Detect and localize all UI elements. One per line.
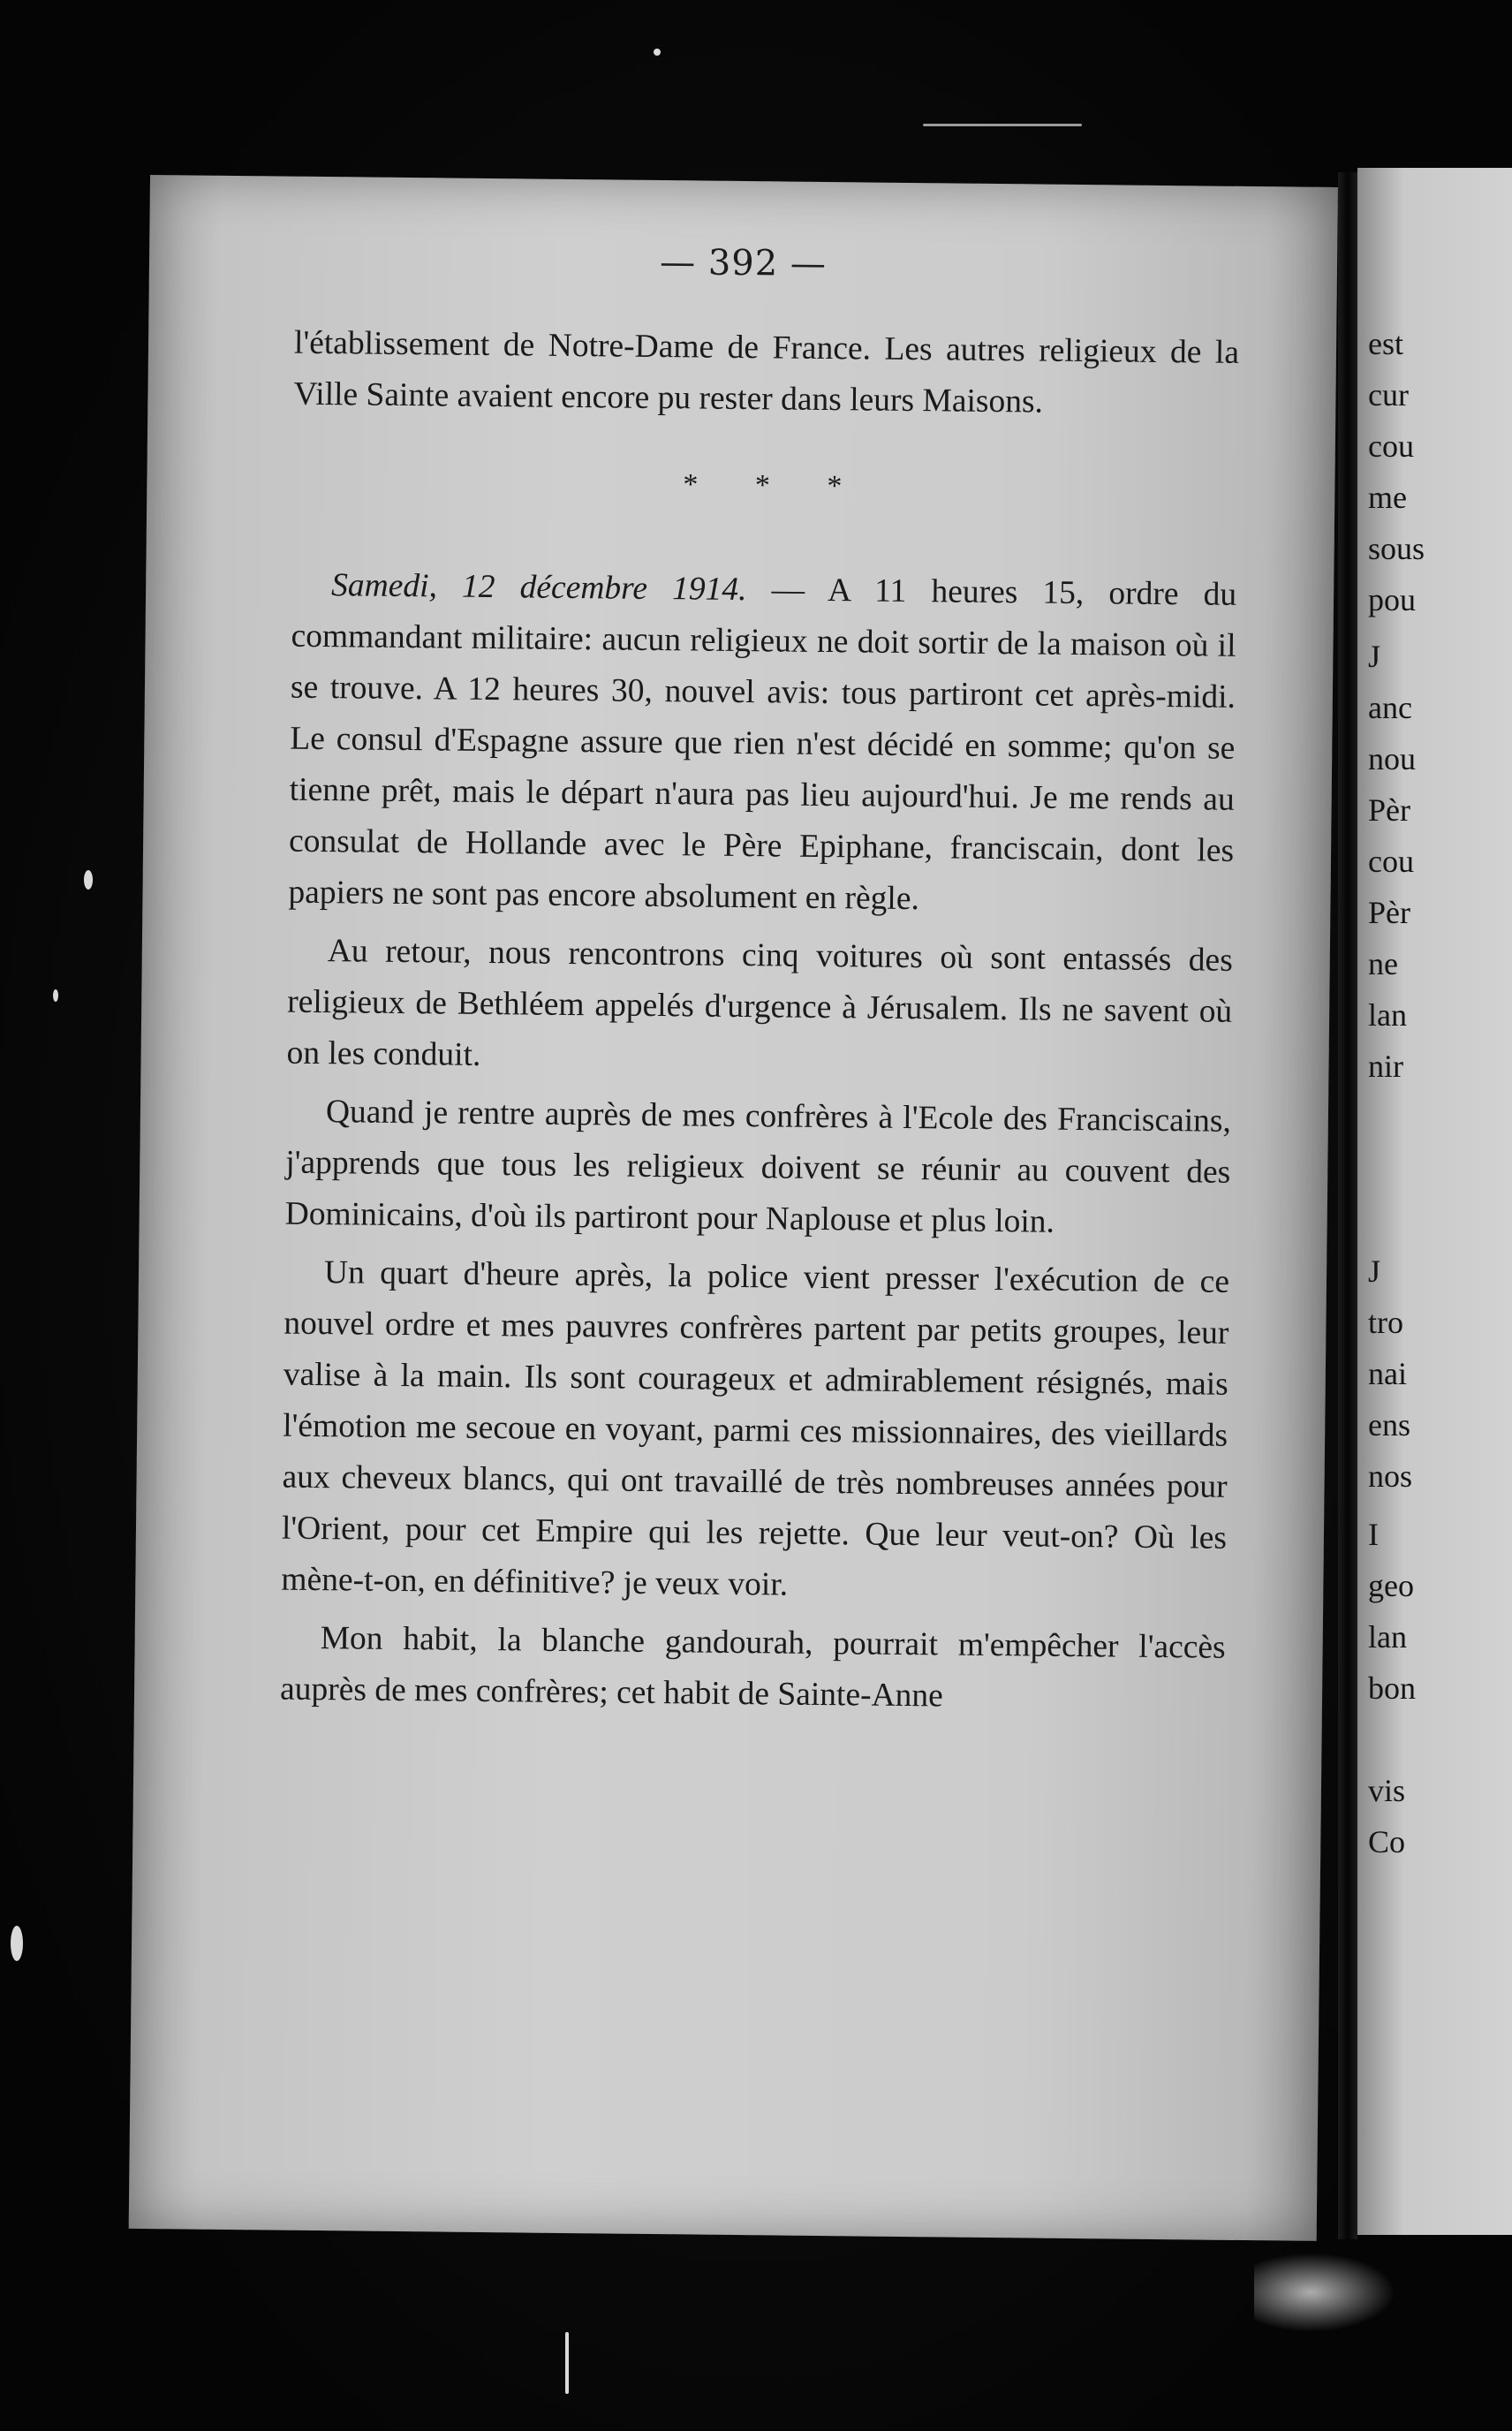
scan-dust-speck bbox=[11, 1926, 23, 1961]
right-line: Pèr bbox=[1368, 792, 1410, 828]
right-line: sous bbox=[1368, 531, 1425, 566]
right-line: cou bbox=[1368, 844, 1414, 879]
scan-dust-speck bbox=[654, 49, 661, 56]
right-line: me bbox=[1368, 480, 1407, 515]
right-line: J bbox=[1368, 639, 1381, 674]
right-line: nir bbox=[1368, 1049, 1403, 1084]
scan-dust-speck bbox=[923, 124, 1082, 126]
scan-dust-speck bbox=[53, 989, 58, 1002]
right-line: pou bbox=[1368, 582, 1416, 617]
right-line bbox=[1368, 1194, 1425, 1246]
right-line: tro bbox=[1368, 1305, 1403, 1340]
right-line: ne bbox=[1368, 946, 1398, 981]
section-separator: * * * bbox=[683, 468, 867, 504]
right-page-edge bbox=[1357, 168, 1512, 2235]
right-line bbox=[1368, 1092, 1425, 1143]
book-gutter bbox=[1338, 172, 1357, 2239]
right-line: nai bbox=[1368, 1356, 1407, 1391]
paragraph-1-text: — A 11 heures 15, ordre du commandant militaire: aucun religieux ne doit sortir de la maison où il se trouve. A 12 heures 30, nouvel avis: tous partiront cet après-midi. Le consul d'Espagne assure que rien n'est décidé en somme; qu'on se tienne prêt, mais le départ n'aura pas lieu aujourd'hui. Je me rends au consulat de Hollande avec le Père Epiphane, franciscain, dont les papiers ne sont pas encore absolument en règle. bbox=[288, 572, 1237, 918]
right-line bbox=[1368, 1714, 1425, 1765]
paragraph-1 bbox=[288, 560, 1236, 928]
paragraph-4: Un quart d'heure après, la police vient presser l'exécution de ce nouvel ordre et mes pauvres confrères partent par petits groupes, leur valise à la main. Ils sont courageux et admirablement résignés, mais l'émotion me secoue en voyant, parmi ces missionnaires, des vieillards aux cheveux blancs, qui ont travaillé de très nombreuses années pour l'Orient, pour cet Empire qui les rejette. Que leur veut-on? Où les mène-t-on, en définitive? je veux voir. bbox=[281, 1254, 1230, 1603]
right-line: nou bbox=[1368, 741, 1416, 776]
right-line: J bbox=[1368, 1253, 1381, 1289]
right-line: anc bbox=[1368, 690, 1412, 725]
right-line: lan bbox=[1368, 1619, 1407, 1655]
right-line: geo bbox=[1368, 1568, 1414, 1603]
right-line: lan bbox=[1368, 997, 1407, 1033]
page-body bbox=[280, 318, 1240, 1725]
right-page-text-fragments bbox=[1368, 318, 1425, 1867]
right-line: Co bbox=[1368, 1824, 1406, 1859]
right-line: vis bbox=[1368, 1773, 1406, 1808]
page-number: — 392 — bbox=[659, 242, 828, 284]
paragraph-3: Quand je rentre auprès de mes confrères à l'Ecole des Franciscains, j'apprends que tous les religieux doivent se réunir au couvent des Dominicains, d'où ils partiront pour Naplouse et plus loin. bbox=[284, 1094, 1232, 1240]
right-line: cou bbox=[1368, 428, 1414, 464]
right-line: Pèr bbox=[1368, 895, 1410, 930]
right-line: I bbox=[1368, 1517, 1379, 1552]
scan-dust-speck bbox=[84, 870, 93, 890]
right-line: nos bbox=[1368, 1458, 1413, 1494]
entry-date: Samedi, 12 décembre 1914. bbox=[330, 567, 747, 609]
right-line: bon bbox=[1368, 1670, 1416, 1706]
scan-dust-speck bbox=[565, 2332, 569, 2394]
continuation-paragraph: l'établissement de Notre-Dame de France. Les autres religieux de la Ville Sainte avaient encore pu rester dans leurs Maisons. bbox=[293, 324, 1240, 420]
left-page bbox=[129, 175, 1338, 2241]
right-line: est bbox=[1368, 326, 1403, 361]
paragraph-5: Mon habit, la blanche gandourah, pourrait m'empêcher l'accès auprès de mes confrères; cet habit de Sainte-Anne bbox=[279, 1620, 1226, 1715]
right-line: cur bbox=[1368, 377, 1409, 413]
paragraph-2: Au retour, nous rencontrons cinq voitures où sont entassés des religieux de Bethléem appelés d'urgence à Jérusalem. Ils ne savent où on les conduit. bbox=[286, 933, 1234, 1073]
scan-smudge bbox=[1254, 2253, 1395, 2332]
right-line: ens bbox=[1368, 1407, 1410, 1443]
right-line bbox=[1368, 1143, 1425, 1194]
